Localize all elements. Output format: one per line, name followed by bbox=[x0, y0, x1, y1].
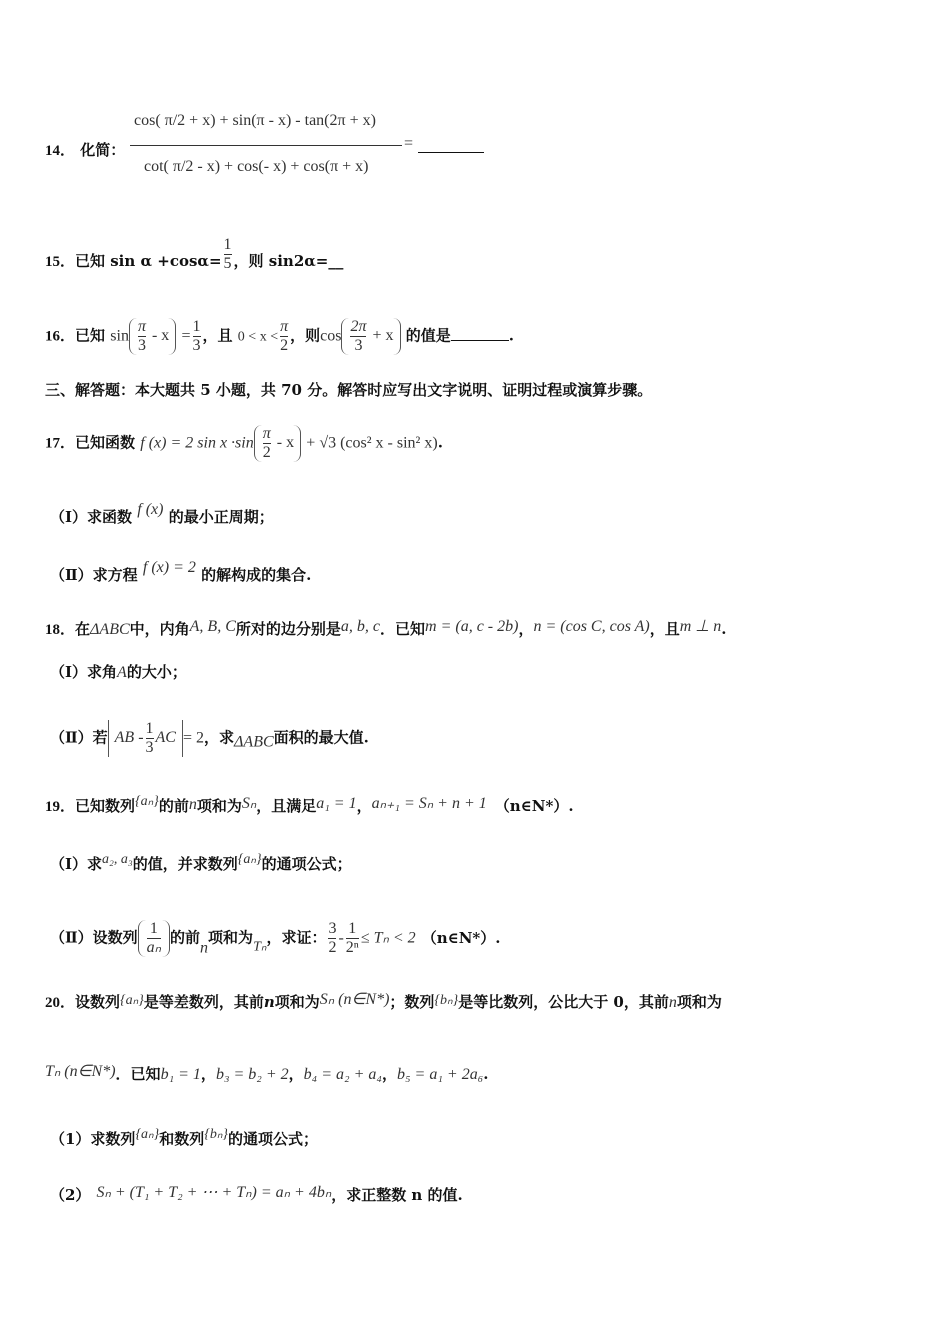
denominator: 2ⁿ bbox=[345, 939, 359, 956]
section-heading: 三、解答题：本大题共 5 小题，共 70 分。解答时应写出文字说明、证明过程或演算步骤。 bbox=[45, 381, 653, 399]
q16-rhs bbox=[193, 318, 201, 355]
answer-blank bbox=[451, 340, 509, 341]
denominator: 3 bbox=[192, 337, 201, 354]
numerator: π bbox=[280, 318, 289, 335]
equals: = bbox=[181, 327, 191, 345]
numerator: 3 bbox=[328, 920, 337, 937]
text: 是等差数列，其前 bbox=[143, 993, 264, 1011]
abs-eq: = 2 bbox=[182, 729, 205, 747]
period: . bbox=[508, 326, 514, 345]
q16-sin: sin bbox=[110, 327, 129, 345]
question-number: 16． bbox=[45, 328, 76, 345]
text: 的前 bbox=[158, 797, 189, 815]
numerator: 1 bbox=[223, 236, 232, 253]
part-math: a₂, a₃ bbox=[102, 852, 133, 867]
question-17 bbox=[45, 425, 910, 462]
triangle: ΔABC bbox=[234, 733, 274, 751]
q16-paren-2 bbox=[341, 318, 400, 355]
denominator: 2 bbox=[262, 444, 271, 461]
denominator: 3 bbox=[350, 336, 366, 355]
q16-cos: cos bbox=[320, 327, 342, 345]
q19-seq-frac bbox=[138, 920, 170, 957]
part-tail: 的通项公式； bbox=[228, 1130, 319, 1148]
q14-denominator: cot( π/2 - x) + cos(- x) + cos(π + x) bbox=[144, 158, 369, 175]
answer-blank bbox=[418, 152, 484, 153]
q18-part-2 bbox=[50, 720, 910, 757]
comma: ， bbox=[356, 797, 372, 815]
q16-condition: 0 < x < bbox=[237, 329, 279, 345]
sequence-b: {bₙ} bbox=[434, 993, 459, 1008]
question-number: 18． bbox=[45, 622, 76, 638]
text: 是等比数列，公比大于 0，其前 bbox=[458, 993, 669, 1011]
question-19 bbox=[45, 792, 910, 817]
tn: Tₙ bbox=[253, 939, 267, 955]
condition-4: b₅ = a₁ + 2a₆ bbox=[396, 1066, 484, 1083]
part-label: （1）求数列 bbox=[50, 1130, 136, 1148]
text: 中，内角 bbox=[129, 620, 190, 638]
q16-tail: 的值是 bbox=[405, 326, 451, 345]
n: n bbox=[200, 939, 209, 957]
q14-equals: = bbox=[404, 135, 414, 152]
period: . bbox=[483, 1065, 489, 1083]
sequence-b: {bₙ} bbox=[204, 1127, 229, 1142]
text: ，且满足 bbox=[256, 797, 317, 815]
text: 设数列 bbox=[75, 993, 121, 1011]
q18-part-1 bbox=[50, 662, 910, 683]
numerator: 1 bbox=[149, 920, 158, 937]
part-tail: 的解构成的集合. bbox=[201, 566, 312, 584]
part-tail: 的最小正周期； bbox=[168, 508, 274, 526]
abs-a: AB - bbox=[114, 729, 144, 747]
sn: Sₙ bbox=[241, 795, 257, 812]
q16-then: ，则 bbox=[290, 326, 321, 345]
text: 项和为 bbox=[274, 993, 320, 1011]
numerator: 1 bbox=[348, 920, 357, 937]
fraction-bar bbox=[130, 145, 402, 146]
q17-label: 已知函数 bbox=[75, 433, 136, 452]
q17-func-a: f (x) = 2 sin x ·sin bbox=[140, 434, 254, 452]
perpendicular: m ⊥ n bbox=[679, 618, 722, 635]
text: ，求 bbox=[204, 728, 235, 747]
n: n bbox=[188, 796, 197, 813]
denominator: 2 bbox=[280, 337, 289, 354]
ineq-frac-2 bbox=[346, 920, 359, 957]
minus: - bbox=[338, 929, 344, 947]
part-math: f (x) bbox=[137, 501, 164, 518]
part-math: f (x) = 2 bbox=[142, 559, 196, 576]
sequence: {aₙ} bbox=[237, 852, 262, 867]
condition-3: （n∈N*）. bbox=[494, 797, 574, 815]
part-label: （Ⅰ）求角 bbox=[50, 663, 118, 681]
q16-cond-frac bbox=[280, 318, 288, 355]
q16-paren-1 bbox=[129, 318, 176, 355]
question-number: 19． bbox=[45, 799, 76, 815]
denominator: 3 bbox=[137, 337, 146, 354]
denominator: aₙ bbox=[146, 939, 162, 956]
text: ，求证： bbox=[266, 928, 327, 947]
sequence-a: {aₙ} bbox=[135, 1127, 160, 1142]
numerator: 1 bbox=[145, 720, 154, 737]
denominator: 2 bbox=[328, 939, 337, 956]
part-label: （2） bbox=[50, 1186, 91, 1204]
q16-label: 已知 bbox=[75, 326, 106, 345]
condition-3: b₄ = a₂ + a₄ bbox=[303, 1066, 382, 1083]
angles: A, B, C bbox=[189, 618, 236, 635]
text: 项和为 bbox=[196, 797, 242, 815]
part-math: Sₙ + (T₁ + T₂ + ⋯ + Tₙ) = aₙ + 4bₙ bbox=[96, 1184, 332, 1201]
ineq-tail: ≤ Tₙ < 2 bbox=[360, 929, 416, 947]
inner-tail: - x bbox=[151, 327, 170, 345]
part-tail: 的通项公式； bbox=[261, 855, 352, 873]
question-number: 15． bbox=[45, 254, 76, 270]
question-number: 20． bbox=[45, 995, 76, 1011]
question-18 bbox=[45, 617, 910, 640]
numerator: 1 bbox=[192, 318, 201, 335]
inner-tail: + x bbox=[372, 327, 394, 345]
question-number: 14． bbox=[45, 143, 76, 159]
ineq-frac-1 bbox=[328, 920, 336, 957]
question-20-line-2 bbox=[45, 1062, 910, 1085]
q15-text-b: ，则 sin2α=__ bbox=[233, 252, 344, 270]
text: 已知数列 bbox=[75, 797, 136, 815]
sequence: {aₙ} bbox=[135, 794, 159, 809]
q14-numerator: cos( π/2 + x) + sin(π - x) - tan(2π + x) bbox=[134, 112, 376, 129]
text: 和数列 bbox=[159, 1130, 205, 1148]
sn: Sₙ (n∈N*) bbox=[319, 991, 390, 1008]
part-label: （Ⅱ）求方程 bbox=[50, 566, 138, 584]
part-label: （Ⅰ）求函数 bbox=[50, 508, 133, 526]
text: ；数列 bbox=[389, 993, 435, 1011]
sequence-a: {aₙ} bbox=[120, 993, 144, 1008]
vector-n: n = (cos C, cos A) bbox=[533, 618, 650, 635]
ineq-condition: （n∈N*）. bbox=[421, 928, 501, 947]
inner-tail: - x bbox=[276, 434, 295, 452]
part-label: （Ⅱ）设数列 bbox=[50, 928, 138, 947]
question-16 bbox=[45, 318, 910, 355]
n: n bbox=[263, 993, 275, 1011]
condition-1: a₁ = 1 bbox=[316, 795, 357, 812]
text: ，且 bbox=[649, 620, 680, 638]
text: 所对的边分别是 bbox=[235, 620, 341, 638]
part-label: （Ⅰ）求 bbox=[50, 855, 103, 873]
question-number: 17． bbox=[45, 435, 76, 452]
angle-a: A bbox=[117, 664, 127, 681]
text: ．已知 bbox=[115, 1065, 161, 1083]
denominator: 3 bbox=[145, 739, 154, 756]
comma: ， bbox=[518, 620, 534, 638]
q19-part-1 bbox=[50, 850, 910, 874]
denominator: 5 bbox=[223, 255, 232, 272]
q17-part-1 bbox=[50, 500, 910, 527]
question-label: 化简： bbox=[80, 141, 126, 159]
period: . bbox=[721, 620, 727, 638]
text: 的值，并求数列 bbox=[132, 855, 238, 873]
q16-mid: ，且 bbox=[202, 326, 233, 345]
condition-2: b₃ = b₂ + 2 bbox=[215, 1066, 289, 1083]
comma: ， bbox=[288, 1065, 304, 1083]
text: 项和为 bbox=[208, 928, 254, 947]
numerator: π bbox=[137, 318, 146, 335]
q17-part-2 bbox=[50, 558, 910, 585]
comma: ， bbox=[200, 1065, 216, 1083]
vector-m: m = (a, c - 2b) bbox=[425, 618, 519, 635]
condition-2: aₙ₊₁ = Sₙ + n + 1 bbox=[371, 795, 487, 812]
q20-part-1 bbox=[50, 1125, 910, 1149]
part-tail: 面积的最大值. bbox=[273, 728, 369, 747]
question-20 bbox=[45, 990, 910, 1013]
comma: ， bbox=[381, 1065, 397, 1083]
part-tail: ，求正整数 n 的值. bbox=[331, 1186, 463, 1204]
abs-b: AC bbox=[155, 729, 176, 747]
numerator: π bbox=[262, 425, 271, 442]
q17-paren bbox=[254, 425, 301, 462]
q14-fraction bbox=[130, 112, 410, 182]
text: 的前 bbox=[170, 928, 201, 947]
n: n bbox=[668, 994, 677, 1011]
part-label: （Ⅱ）若 bbox=[50, 728, 108, 747]
text: 项和为 bbox=[676, 993, 722, 1011]
text: 在 bbox=[75, 620, 91, 638]
q15-text-a: 已知 sin α +cosα= bbox=[75, 252, 222, 270]
condition-1: b₁ = 1 bbox=[160, 1066, 201, 1083]
period: . bbox=[437, 433, 443, 452]
tn: Tₙ (n∈N*) bbox=[45, 1063, 116, 1080]
text: ．已知 bbox=[380, 620, 426, 638]
q19-part-2 bbox=[50, 920, 910, 959]
triangle: ΔABC bbox=[90, 621, 130, 638]
q20-part-2 bbox=[50, 1183, 910, 1205]
q15-fraction bbox=[224, 236, 232, 273]
question-15 bbox=[45, 236, 910, 273]
sides: a, b, c bbox=[340, 618, 380, 635]
q18-abs bbox=[108, 720, 183, 757]
part-tail: 的大小； bbox=[126, 663, 187, 681]
q17-func-b: + √3 (cos² x - sin² x) bbox=[306, 434, 438, 452]
numerator: 2π bbox=[350, 318, 367, 335]
